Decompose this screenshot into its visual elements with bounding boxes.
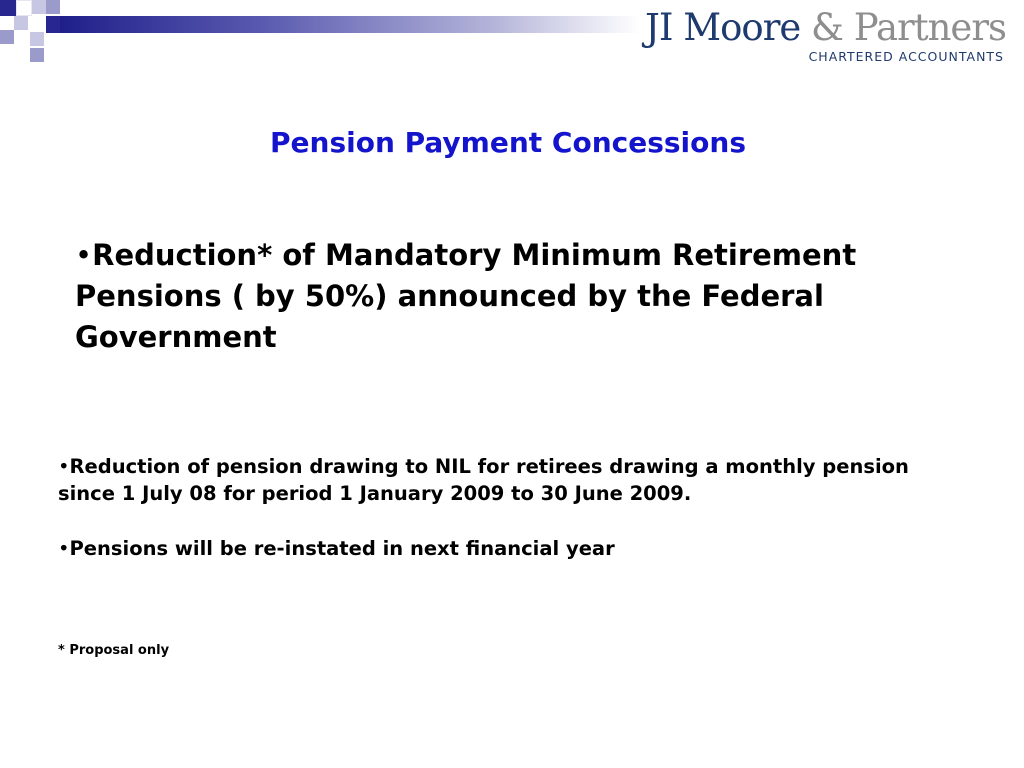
sub-bullet-text: Pensions will be re-instated in next financial year (69, 537, 615, 560)
logo-tagline: CHARTERED ACCOUNTANTS (808, 49, 1004, 64)
firm-logo (645, 6, 1006, 64)
sub-bullet (58, 535, 938, 562)
bullet-marker: • (58, 455, 70, 478)
slide-title: Pension Payment Concessions (270, 126, 746, 159)
bullet-marker: • (75, 238, 93, 272)
logo-wordmark (645, 6, 1006, 50)
bullet-marker: • (58, 537, 70, 560)
header-gradient-bar (60, 16, 640, 33)
logo-wordmark-partners: & Partners (811, 6, 1006, 49)
footnote: * Proposal only (58, 643, 170, 658)
main-bullet (75, 235, 975, 358)
logo-wordmark-name: JI Moore (645, 6, 801, 49)
main-bullet-text: Reduction* of Mandatory Minimum Retirement Pensions ( by 50%) announced by the Federal Government (75, 238, 857, 354)
sub-bullet (58, 453, 938, 507)
sub-bullet-text: Reduction of pension drawing to NIL for retirees drawing a monthly pension since 1 July 08 for period 1 January 2009 to 30 June 2009. (58, 455, 909, 505)
